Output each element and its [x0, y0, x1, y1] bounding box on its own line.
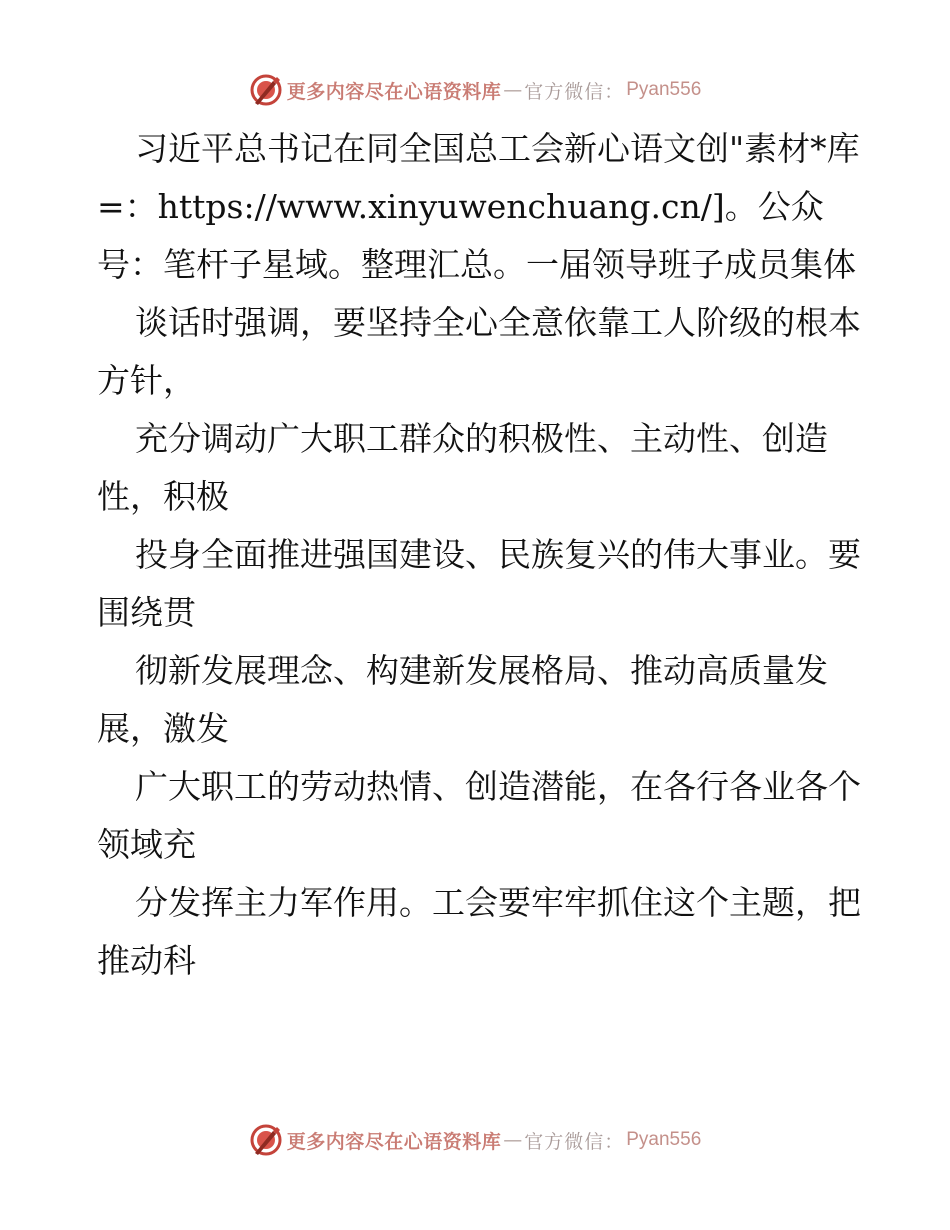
- banner-wechat-label: 官方微信：: [524, 1130, 625, 1153]
- paragraph-3: 充分调动广大职工群众的积极性、主动性、创造性，积极: [97, 419, 828, 516]
- document-body: [97, 120, 867, 990]
- banner-wechat-id: Pyan556: [626, 1129, 702, 1150]
- paragraph-2: 谈话时强调，要坚持全心全意依靠工人阶级的根本方针，: [97, 303, 861, 400]
- footer-banner: [0, 1120, 950, 1160]
- banner-wechat-label: 官方微信：: [524, 80, 625, 103]
- header-banner: [0, 70, 950, 110]
- paragraph-5: 彻新发展理念、构建新发展格局、推动高质量发展，激发: [97, 651, 828, 748]
- banner-separator: —: [503, 1129, 523, 1151]
- paragraph-4: 投身全面推进强国建设、民族复兴的伟大事业。要围绕贯: [97, 535, 861, 632]
- banner-separator: —: [503, 79, 523, 101]
- banner-main-text: 更多内容尽在心语资料库: [286, 1130, 502, 1153]
- banner-wechat-id: Pyan556: [626, 79, 702, 100]
- paragraph-1: 习近平总书记在同全国总工会新心语文创"素材*库=：https://www.xinyuwenchuang.cn/]。公众号：笔杆子星域。整理汇总。一届领导班子成员集体: [97, 129, 860, 284]
- pen-logo-icon: [249, 1123, 283, 1157]
- paragraph-7: 分发挥主力军作用。工会要牢牢抓住这个主题，把推动科: [97, 883, 861, 980]
- banner-main-text: 更多内容尽在心语资料库: [286, 80, 502, 103]
- paragraph-6: 广大职工的劳动热情、创造潜能，在各行各业各个领域充: [97, 767, 861, 864]
- pen-logo-icon: [249, 73, 283, 107]
